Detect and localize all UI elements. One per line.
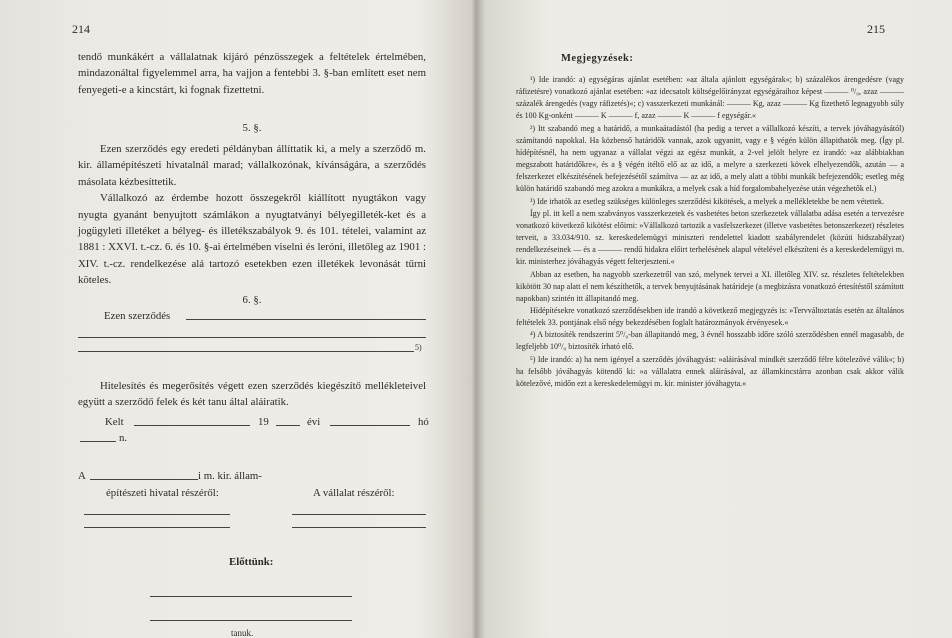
footnote-mark-5: 5) — [415, 343, 422, 352]
month-fill-line — [330, 425, 410, 426]
witness-line-1 — [150, 596, 352, 597]
company-signature-line-1 — [292, 514, 426, 515]
office-fill-line — [90, 479, 198, 480]
note-4: ⁴) A biztosíték rendszerint 5⁰/₀-ban állapitandó meg, 3 évnél hosszabb időre szóló szerződésben ennél magasabb, de legfeljebb 10⁰/₀ biztosíték írható elő. — [516, 330, 904, 352]
section-5-body — [78, 141, 426, 289]
evi-label: évi — [307, 416, 321, 428]
section-6-text: Ezen szerződés — [104, 310, 171, 322]
authentication-paragraph — [78, 378, 426, 411]
witnesses-label: Előttünk: — [229, 556, 274, 568]
office-line-1: i m. kir. állam- — [198, 470, 262, 482]
section-5-paragraph-1: Ezen szerződés egy eredeti példányban állíttatik ki, a mely a szerződő m. kir. államépítészeti hivatalnál marad; vállalkozónak, kívánságára, a szerződés másolata kézbesíttetik. — [78, 143, 426, 188]
note-3-large-structures: Abban az esetben, ha nagyobb szerkezetről van szó, melynek tervei a XI. illetőleg XIV. sz. részletes feltételekben kikötött 30 nap alatt el nem készíthetők, a tervek benyujtásának határideje (a megbizásra vonatkozó értesítéstől számított napokban) szintén itt állapitandó meg. — [516, 269, 904, 303]
section-6-heading: 6. §. — [242, 294, 262, 306]
place-fill-line — [134, 425, 250, 426]
page-number-right: 215 — [867, 22, 885, 36]
note-3-bridges: Hídépítésekre vonatkozó szerződésekben ide irandó a következő megjegyzés is: »Tervváltoztatás esetén az általános feltételek 33. pontjának első négy bekezdésében foglalt határozmányok érvényesek.« — [516, 305, 904, 328]
note-3-example: Így pl. itt kell a nem szabványos vasszerkezetek és vasbetétes beton szerkezetek vállalatba adása esetén a tervezésre vonatkozó következő kikötést előirni: »Vállalkozó tartozik a vasfelszerkezet (illetve vasbetétes betonszerkezet) részletes terveit, a 33.034/910. sz. kereskedelemügyi miniszteri rendelettel kiadott szabályrendelet (közúti hidszabályzat) rendelkezéseinek — és a ——— rendű hidakra előirt terhelésének alapul vételével elkészíteni és a kereskedelemügyi m. kir. ministerhez jóváhagyás végett felterjeszteni.« — [516, 208, 904, 267]
year-prefix: 19 — [258, 416, 269, 428]
day-fill-line — [80, 441, 116, 442]
year-fill-line — [276, 425, 300, 426]
company-label: A vállalat részéről: — [313, 487, 395, 499]
section-5-heading: 5. §. — [242, 122, 262, 134]
kelt-label: Kelt — [105, 416, 124, 428]
right-page — [480, 0, 952, 638]
office-line-2: építészeti hivatal részéről: — [106, 487, 219, 499]
note-2: ²) Itt szabandó meg a határidő, a munkaátadástól (ha pedig a tervet a vállalkozó készíti, a tervek jóváhagyásától) számítandó napokkal. Ha közbenső határidők vannak, azok ugyanitt, vagy e § végén külön állapithatók meg. (Így pl. hídépítésnél, ha nem ugyanaz a vállalat végzi az egész munkát, a 2-vel jelölt helyre ez irandó: »az alábbiakban megszabott határidőkre«, és a § végén itéltő elő az az idő, a melyre a szerkezeti kövek elhelyezendők, azután — a felszerkezet elkészítésének befejezésétől számítva — az az idő, a mely alatt a többi munkák befejezendők; esetleg még külön határidő szabandó meg azokra a munkákra, a melyek csak a híd forgalombahelyezése után végezhetők el.) — [516, 123, 904, 194]
fill-line-1 — [186, 319, 426, 320]
office-signature-line-1 — [84, 514, 230, 515]
note-3: ³) Ide irhatók az esetleg szükséges különleges szerződési kikötések, a melyek a mellékletekbe be nem vétettek. — [530, 196, 885, 206]
notes-title: Megjegyzések: — [561, 53, 634, 64]
section-5-paragraph-2: Vállalkozó az érdembe hozott összegekről kiállított nyugtákon vagy nyugta gyanánt benyujtott számlákon a nyugtatványi bélyegilleték-ket és a jogügyleti illetéket a bélyeg- és illetékszabályok 9. és 101. tételei, valamint az 1881 : XXVI. t.-cz. 6. és 10. §-ai értelmében viselni és leróni, illetőleg az 1901 : XIV. t.-cz. rendelkezése alá tartozó esetekben ezen illetékek levonását tűrni köteles. — [78, 192, 426, 287]
day-suffix: n. — [119, 432, 128, 444]
office-signature-line-2 — [84, 527, 230, 528]
fill-line-2 — [78, 337, 426, 338]
witness-label: tanuk. — [231, 628, 254, 638]
ho-label: hó — [418, 416, 429, 428]
authentication-text: Hitelesítés és megerősítés végett ezen szerződés kiegészítő mellékleteivel együtt a szerződő felek és két tanu által aláiratik. — [78, 380, 426, 409]
note-1: ¹) Ide irandó: a) egységáras ajánlat esetében: »az általa ajánlott egységárak«; b) százalékos árengedésre (vagy ráfizetésre) vonatkozó ajánlat esetében: »az idecsatolt költségelőirányzat egységáraihoz képest ——— ⁰/₀, azaz ——— százalék árengedés (vagy ráfizetés)«; c) vasszerkezeti munkánál: ——— Kg, azaz ——— Kg fizethető legnagyobb súly és 100 Kg-onként ——— K ——— f, azaz ——— K ——— f egységár.« — [516, 75, 904, 121]
office-a-label: A — [78, 470, 86, 482]
company-signature-line-2 — [292, 527, 426, 528]
intro-paragraph — [78, 49, 426, 98]
fill-line-3 — [78, 351, 414, 352]
note-5: ⁵) Ide irandó: a) ha nem igényel a szerződés jóváhagyást: »aláirásával mindkét szerződő félre kötelezővé válik«; b) ha felsőbb jóváhagyás kötendő ki: »a vállalatra ennek aláirásával, az államkincstárra azonban csak akkor válik kötelezővé, midőn ezt a kereskedelemügyi m. kir. minister jóváhagyta.« — [516, 354, 904, 388]
left-page — [0, 0, 472, 638]
intro-text: tendő munkákért a vállalatnak kijáró pénzösszegek a feltételek értelmében, mindazonáltal figyelemmel arra, ha vajjon a fentebbi 3. §-ban említett eset nem fenyegeti-e a kincstárt, ki fognak fizettetni. — [78, 51, 426, 96]
page-number-left: 214 — [72, 22, 90, 36]
notes-body — [516, 74, 904, 390]
witness-line-2 — [150, 620, 352, 621]
